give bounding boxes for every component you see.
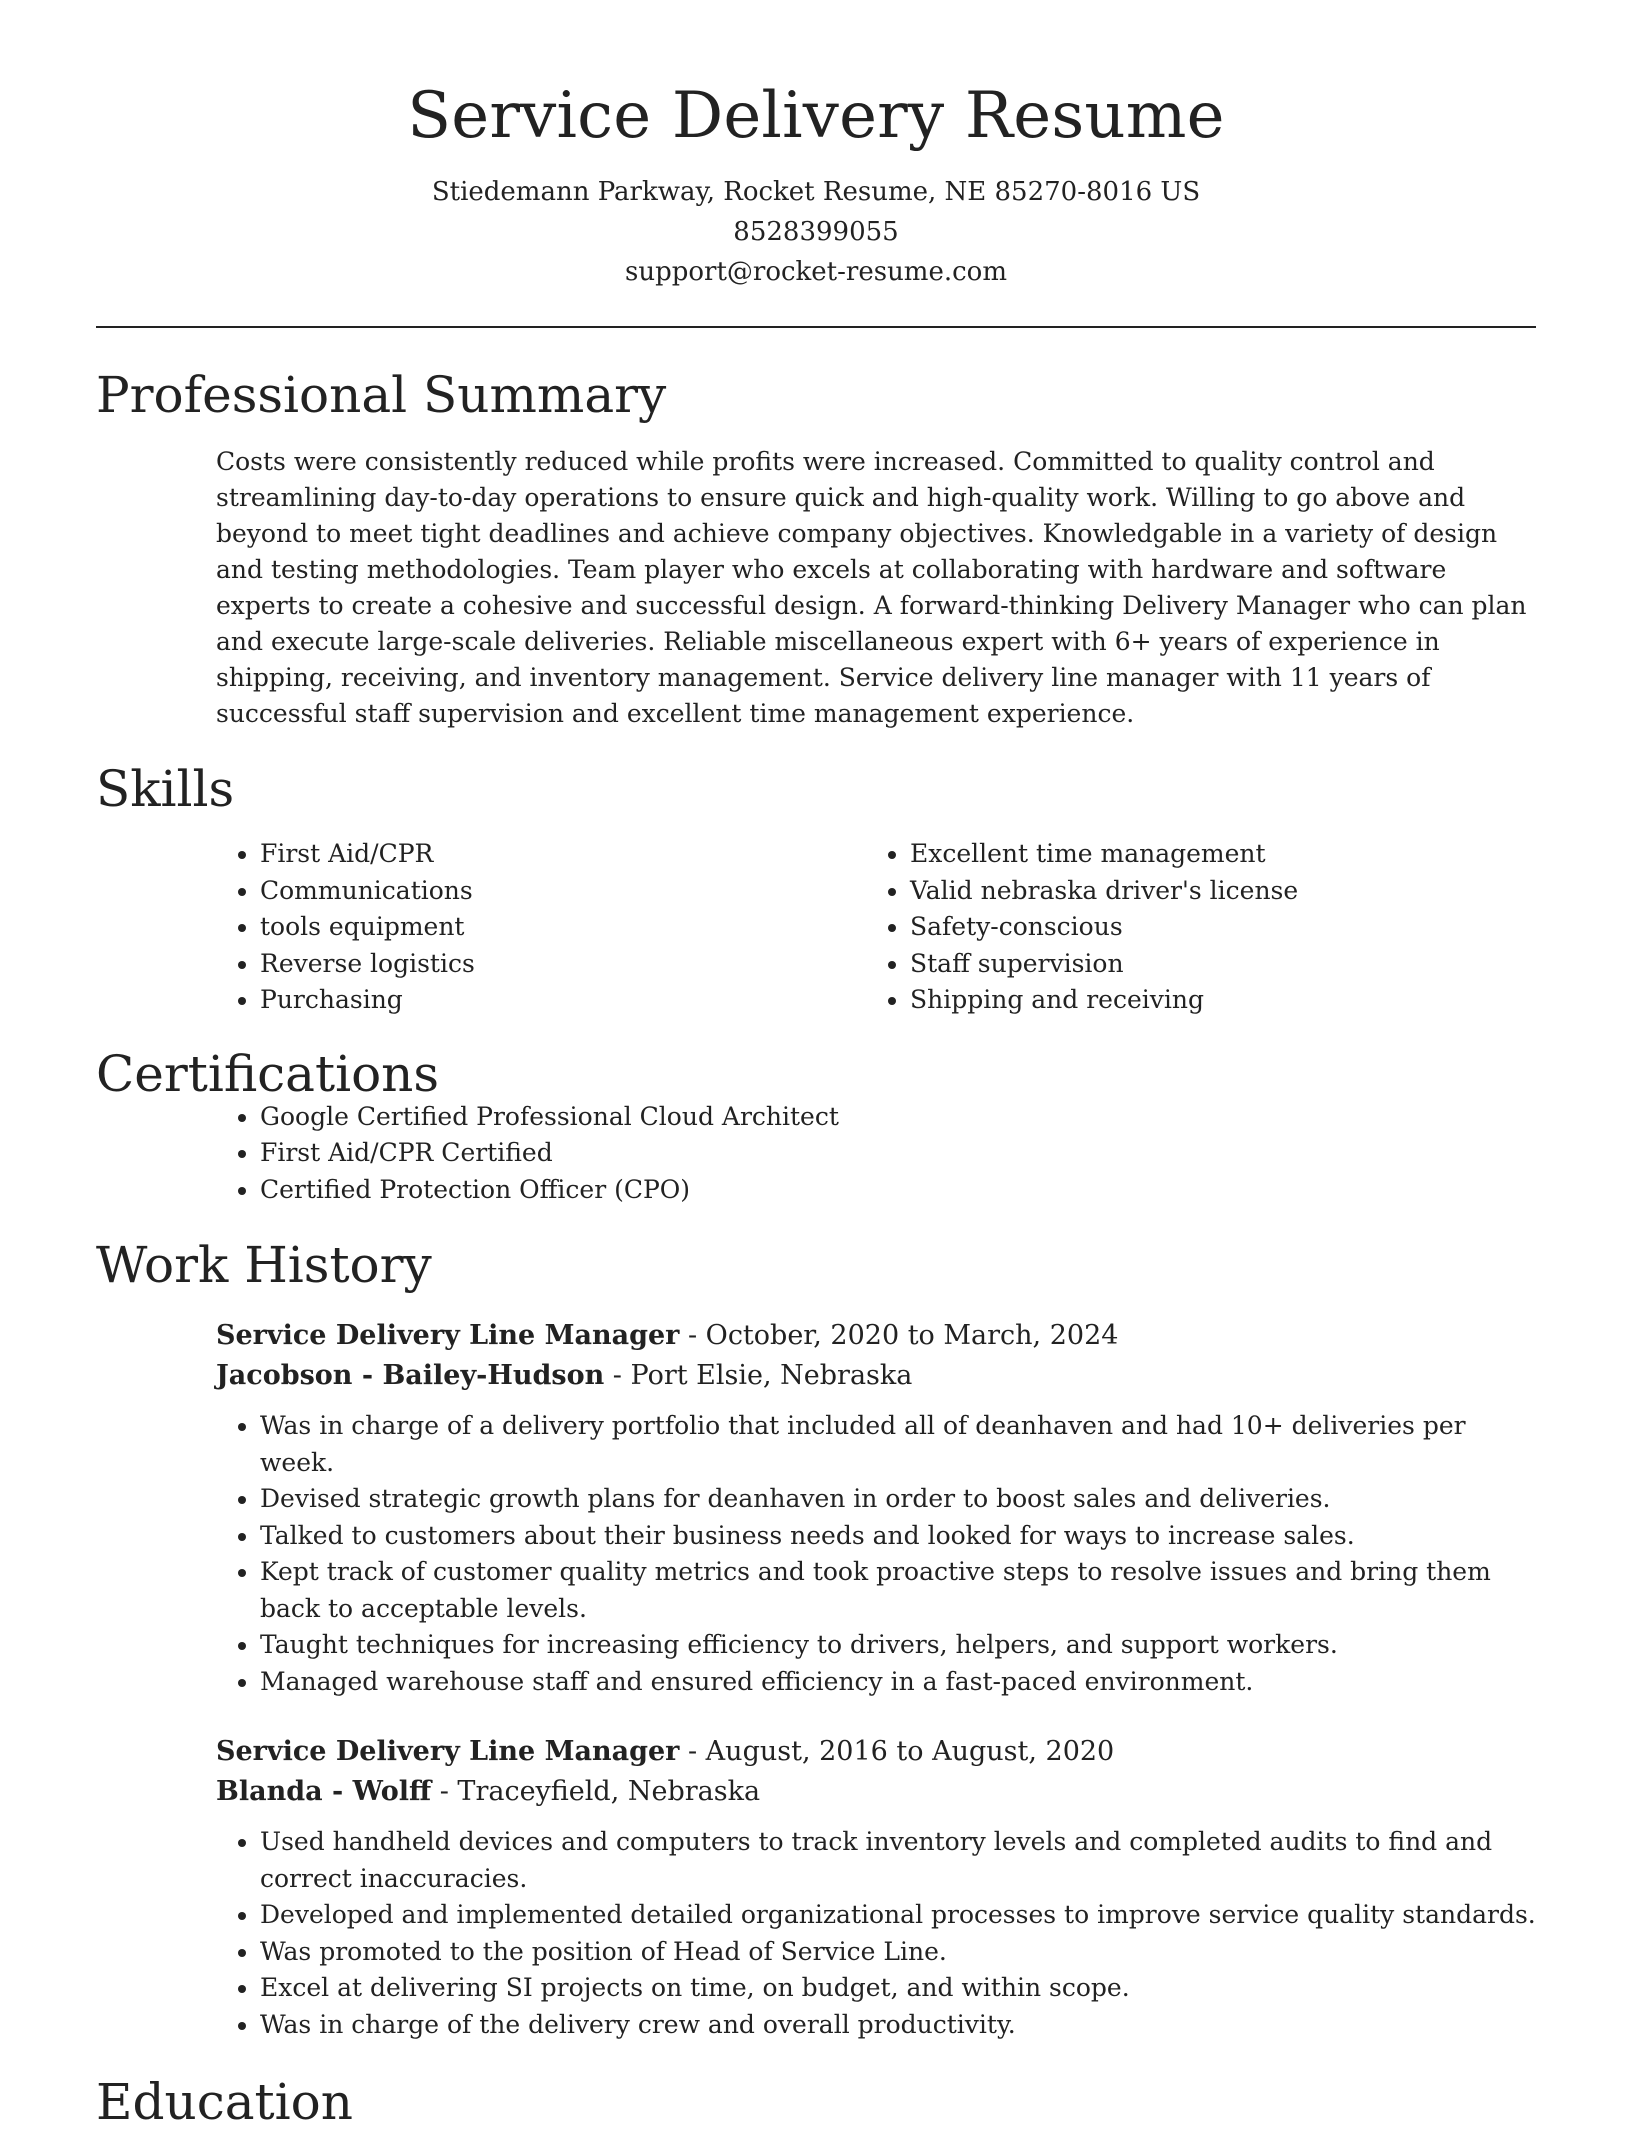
job-role: Service Delivery Line Manager	[216, 1320, 680, 1351]
job-duty: • Was promoted to the position of Head of Service Line.	[260, 1934, 1536, 1971]
job-duty: • Used handheld devices and computers to track inventory levels and completed audits to find and correct inaccuracies.	[260, 1824, 1536, 1897]
job-location: - Port Elsie, Nebraska	[604, 1360, 913, 1391]
header-divider	[96, 326, 1536, 328]
certification-item: • Google Certified Professional Cloud Architect	[260, 1099, 1536, 1136]
job-company-line	[216, 1356, 1536, 1396]
job-title-line	[216, 1732, 1536, 1772]
skills-section	[96, 760, 1536, 1019]
job-title-line	[216, 1316, 1536, 1356]
certification-item: • First Aid/CPR Certified	[260, 1135, 1536, 1172]
job-entry	[216, 1732, 1536, 2043]
job-company: Jacobson - Bailey-Hudson	[216, 1360, 605, 1391]
skill-item: • Shipping and receiving	[910, 982, 1536, 1019]
skills-grid	[96, 836, 1536, 1019]
job-dates: - October, 2020 to March, 2024	[679, 1320, 1119, 1351]
summary-text: Costs were consistently reduced while profits were increased. Committed to quality control and streamlining day-to-day operations to ensure quick and high-quality work. Willing to go above and beyond to meet tight deadlines and achieve company objectives. Knowledgable in a variety of design and testing methodologies. Team player who excels at collaborating with hardware and software experts to create a cohesive and successful design. A forward-thinking Delivery Manager who can plan and execute large-scale deliveries. Reliable miscellaneous expert with 6+ years of experience in shipping, receiving, and inventory management. Service delivery line manager with 11 years of successful staff supervision and excellent time management experience.	[216, 447, 1527, 728]
job-duty: • Managed warehouse staff and ensured efficiency in a fast-paced environment.	[260, 1664, 1536, 1701]
job-location: - Traceyfield, Nebraska	[431, 1776, 761, 1807]
education-section	[96, 2073, 1536, 2131]
job-duty: • Devised strategic growth plans for deanhaven in order to boost sales and deliveries.	[260, 1481, 1536, 1518]
job-duties-list	[216, 1408, 1536, 1700]
skill-item: • Valid nebraska driver's license	[910, 873, 1536, 910]
skills-heading: Skills	[96, 760, 235, 818]
skill-item: • First Aid/CPR	[260, 836, 746, 873]
certifications-heading: Certifications	[96, 1044, 440, 1103]
job-role: Service Delivery Line Manager	[216, 1736, 680, 1767]
resume-header	[96, 0, 1536, 292]
job-duty: • Talked to customers about their business needs and looked for ways to increase sales.	[260, 1518, 1536, 1555]
job-duty: • Developed and implemented detailed organizational processes to improve service quality standards.	[260, 1897, 1536, 1934]
skill-item: • Excellent time management	[910, 836, 1536, 873]
education-heading: Education	[96, 2073, 353, 2131]
summary-heading: Professional Summary	[96, 366, 667, 424]
skills-column-1	[96, 836, 746, 1019]
job-duty: • Kept track of customer quality metrics and took proactive steps to resolve issues and bring them back to acceptable levels.	[260, 1554, 1536, 1627]
summary-section	[96, 366, 1536, 732]
skills-column-2	[746, 836, 1536, 1019]
skill-item: • Staff supervision	[910, 946, 1536, 983]
skill-item: • Communications	[260, 873, 746, 910]
job-entry	[216, 1316, 1536, 1700]
job-company: Blanda - Wolff	[216, 1776, 432, 1807]
skill-item: • Purchasing	[260, 982, 746, 1019]
job-duties-list	[216, 1824, 1536, 2043]
work-history-heading: Work History	[96, 1236, 432, 1294]
job-duty: • Taught techniques for increasing efficiency to drivers, helpers, and support workers.	[260, 1627, 1536, 1664]
contact-phone: 8528399055	[733, 217, 899, 247]
resume-page	[96, 0, 1536, 2131]
job-dates: - August, 2016 to August, 2020	[679, 1736, 1115, 1767]
contact-address: Stiedemann Parkway, Rocket Resume, NE 85270-8016 US	[431, 177, 1201, 207]
certifications-section	[96, 1044, 1536, 1209]
certification-item: • Certified Protection Officer (CPO)	[260, 1172, 1536, 1209]
work-history-section	[96, 1236, 1536, 2043]
skill-item: • Reverse logistics	[260, 946, 746, 983]
skill-item: • Safety-conscious	[910, 909, 1536, 946]
skill-item: • tools equipment	[260, 909, 746, 946]
contact-email: support@rocket-resume.com	[624, 257, 1007, 287]
resume-title: Service Delivery Resume	[407, 79, 1225, 153]
job-company-line	[216, 1772, 1536, 1812]
job-duty: • Was in charge of a delivery portfolio that included all of deanhaven and had 10+ deliveries per week.	[260, 1408, 1536, 1481]
job-duty: • Was in charge of the delivery crew and overall productivity.	[260, 2007, 1536, 2044]
certifications-list	[96, 1099, 1536, 1209]
job-duty: • Excel at delivering SI projects on time, on budget, and within scope.	[260, 1970, 1536, 2007]
